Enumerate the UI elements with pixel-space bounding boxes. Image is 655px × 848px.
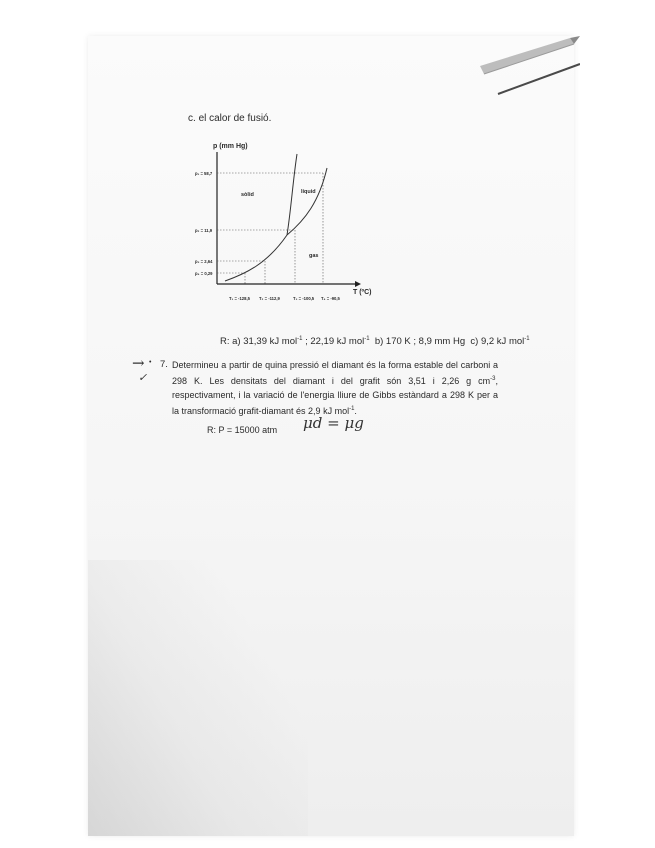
x-axis-label: T (ºC) [353, 289, 372, 296]
phase-diagram [195, 140, 385, 310]
y-tick-label: p₃ = 2,64 [195, 259, 213, 264]
handwritten-check: ✓ [138, 371, 148, 384]
x-axis-arrow [355, 281, 361, 287]
y-tick-label: p₂ = 11,9 [195, 228, 213, 233]
vaporization-curve [287, 168, 327, 235]
item-c [188, 112, 271, 126]
problem-7-number: 7. [160, 359, 168, 370]
item-c-label: c. [188, 113, 196, 124]
x-tick-label: T₃ = -100,5 [293, 296, 315, 301]
x-tick-label: T₄ = -90,5 [321, 296, 340, 301]
problem-7-text: Determineu a partir de quina pressió el diamant és la forma estable del carboni a 298 K. Les densitats del diamant i del grafit són 3,51 i 2,26 g $cm^{-3}$, respectivament, i la variació de l'energia lliure de Gibbs estàndard a 298 K per a la transformació grafit-diamant és 2,9 kJ mol$^{-1}$. [172, 360, 498, 416]
region-solid: sòlid [241, 192, 254, 198]
answers-line: R: a) 31,39 kJ mol$^{-1}$ ; 22,19 kJ mol$^{-1}$ b) 170 K ; 8,9 mm Hg c) 9,2 kJ mol$^{-1}$ [220, 336, 530, 348]
pencil-image [470, 36, 580, 96]
problem-7-answer: R: P = 15000 atm [207, 425, 278, 435]
problem-bullet: • [149, 359, 152, 366]
y-axis-label: p (mm Hg) [213, 143, 248, 150]
x-tick-label: T₁ = -128,5 [229, 296, 250, 301]
item-c-text: el calor de fusió. [198, 113, 272, 124]
y-tick-label: p₄ = 0,29 [195, 271, 213, 276]
region-liquid: líquid [301, 189, 316, 195]
handwritten-arrow: → [132, 354, 145, 372]
y-tick-label: p₁ = 58,7 [195, 171, 213, 176]
fusion-curve [287, 154, 297, 235]
sublimation-curve [225, 235, 287, 281]
handwritten-equation: μd = μg [303, 414, 364, 432]
x-tick-label: T₂ = -112,9 [259, 296, 280, 301]
region-gas: gas [309, 253, 319, 259]
page-shadow [88, 560, 308, 836]
